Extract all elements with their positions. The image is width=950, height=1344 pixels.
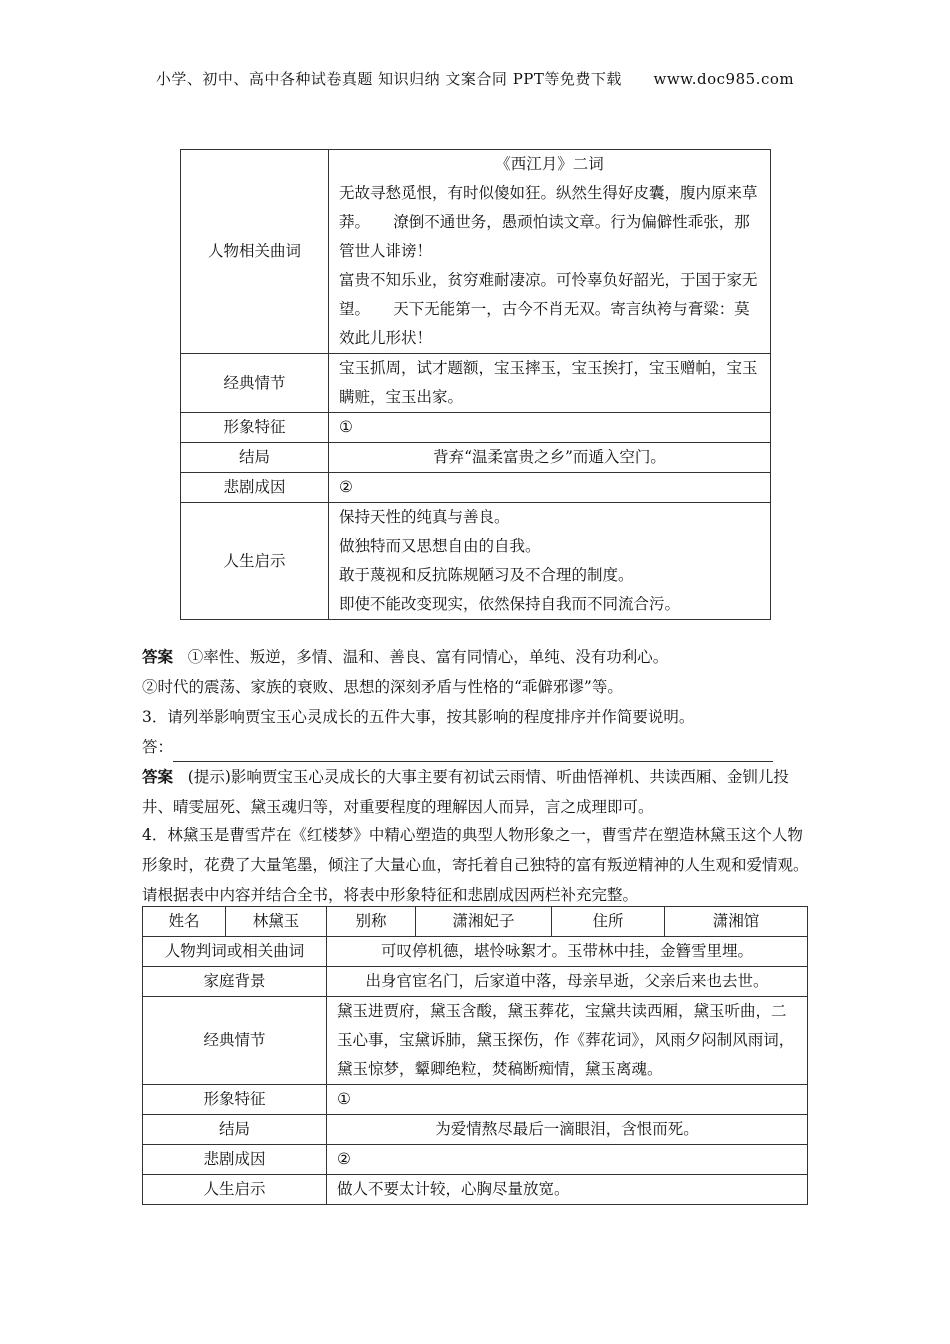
row-label: 形象特征 xyxy=(143,1085,327,1115)
row-content: 宝玉抓周，试才题额，宝玉摔玉，宝玉挨打，宝玉赠帕，宝玉瞒赃，宝玉出家。 xyxy=(329,354,771,413)
row-label: 经典情节 xyxy=(181,354,329,413)
table-row xyxy=(181,443,771,473)
list-item: 做独特而又思想自由的自我。 xyxy=(339,537,541,555)
row-label: 悲剧成因 xyxy=(143,1145,327,1175)
daiyu-table xyxy=(142,906,808,1205)
answer-1 xyxy=(142,642,812,762)
row-content: 出身官宦名门，后家道中落，母亲早逝，父亲后来也去世。 xyxy=(327,967,808,997)
list-item: 即使不能改变现实，依然保持自我而不同流合污。 xyxy=(339,595,681,613)
table-row xyxy=(143,997,808,1085)
question-3: 3．请列举影响贾宝玉心灵成长的五件大事，按其影响的程度排序并作简要说明。 xyxy=(142,708,695,726)
row-label: 形象特征 xyxy=(181,413,329,443)
table-row xyxy=(181,150,771,354)
cell: 林黛玉 xyxy=(226,907,327,937)
table-row xyxy=(181,503,771,620)
row-content: ① xyxy=(329,413,771,443)
header-text: 小学、初中、高中各种试卷真题 知识归纳 文案合同 PPT等免费下载 xyxy=(155,70,622,88)
row-content xyxy=(329,503,771,620)
answer-label: 答案 xyxy=(142,647,174,666)
table-row xyxy=(143,1085,808,1115)
row-label: 结局 xyxy=(143,1115,327,1145)
table-row xyxy=(143,1145,808,1175)
row-content: 为爱情熬尽最后一滴眼泪，含恨而死。 xyxy=(327,1115,808,1145)
table-row xyxy=(143,907,808,937)
row-label: 人生启示 xyxy=(181,503,329,620)
row-label: 人物判词或相关曲词 xyxy=(143,937,327,967)
cell: 姓名 xyxy=(143,907,226,937)
row-content: 背弃“温柔富贵之乡”而遁入空门。 xyxy=(329,443,771,473)
table-row xyxy=(181,413,771,443)
row-label: 家庭背景 xyxy=(143,967,327,997)
cell: 住所 xyxy=(552,907,665,937)
row-label: 人生启示 xyxy=(143,1175,327,1205)
header-url: www.doc985.com xyxy=(653,70,795,88)
table-row xyxy=(143,1175,808,1205)
question-4: 4．林黛玉是曹雪芹在《红楼梦》中精心塑造的典型人物形象之一，曹雪芹在塑造林黛玉这个人物形象时，花费了大量笔墨，倾注了大量心血，寄托着自己独特的富有叛逆精神的人生观和爱情观。请根据表中内容并结合全书，将表中形象特征和悲剧成因两栏补充完整。 xyxy=(142,826,809,904)
answer-text: ①率性、叛逆，多情、温和、善良、富有同情心，单纯、没有功利心。 xyxy=(187,648,669,666)
cell: 潇湘馆 xyxy=(665,907,808,937)
row-content: 黛玉进贾府，黛玉含酸，黛玉葬花，宝黛共读西厢，黛玉听曲，二玉心事，宝黛诉肺，黛玉探伤，作《葬花词》，风雨夕闷制风雨词，黛玉惊梦，颦卿绝粒，焚稿断痴情，黛玉离魂。 xyxy=(327,997,808,1085)
table-row xyxy=(181,354,771,413)
row-label: 人物相关曲词 xyxy=(181,150,329,354)
poem-title: 《西江月》二词 xyxy=(495,155,604,173)
answer-text: (提示)影响贾宝玉心灵成长的大事主要有初试云雨情、听曲悟禅机、共读西厢、金钏儿投井、晴雯屈死、黛玉魂归等，对重要程度的理解因人而异，言之成理即可。 xyxy=(142,768,789,816)
poem-line: 富贵不知乐业，贫穷难耐凄凉。可怜辜负好韶光，于国于家无望。 天下无能第一，古今不肖无双。寄言纨袴与膏粱：莫效此儿形状！ xyxy=(339,271,758,347)
answer-prefix: 答： xyxy=(142,738,174,756)
answer-blank-line xyxy=(173,743,773,762)
table-row xyxy=(181,473,771,503)
cell: 别称 xyxy=(327,907,416,937)
row-content: 做人不要太计较，心胸尽量放宽。 xyxy=(327,1175,808,1205)
table-row xyxy=(143,1115,808,1145)
list-item: 保持天性的纯真与善良。 xyxy=(339,508,510,526)
answer-text: ②时代的震荡、家族的衰败、思想的深刻矛盾与性格的“乖僻邪谬”等。 xyxy=(142,678,623,696)
row-label: 悲剧成因 xyxy=(181,473,329,503)
row-label: 经典情节 xyxy=(143,997,327,1085)
row-content: ① xyxy=(327,1085,808,1115)
row-label: 结局 xyxy=(181,443,329,473)
poem-line: 无故寻愁觅恨，有时似傻如狂。纵然生得好皮囊，腹内原来草莽。 潦倒不通世务，愚顽怕读文章。行为偏僻性乖张，那管世人诽谤！ xyxy=(339,184,758,260)
cell: 潇湘妃子 xyxy=(416,907,552,937)
baoyu-table xyxy=(180,149,771,620)
page-header xyxy=(0,68,950,89)
row-content: 可叹停机德，堪怜咏絮才。玉带林中挂，金簪雪里埋。 xyxy=(327,937,808,967)
answer-3 xyxy=(142,762,812,822)
table-row xyxy=(143,937,808,967)
answer-label: 答案 xyxy=(142,767,174,786)
table-row xyxy=(143,967,808,997)
row-content: ② xyxy=(327,1145,808,1175)
list-item: 敢于蔑视和反抗陈规陋习及不合理的制度。 xyxy=(339,566,634,584)
row-content: ② xyxy=(329,473,771,503)
row-content xyxy=(329,150,771,354)
